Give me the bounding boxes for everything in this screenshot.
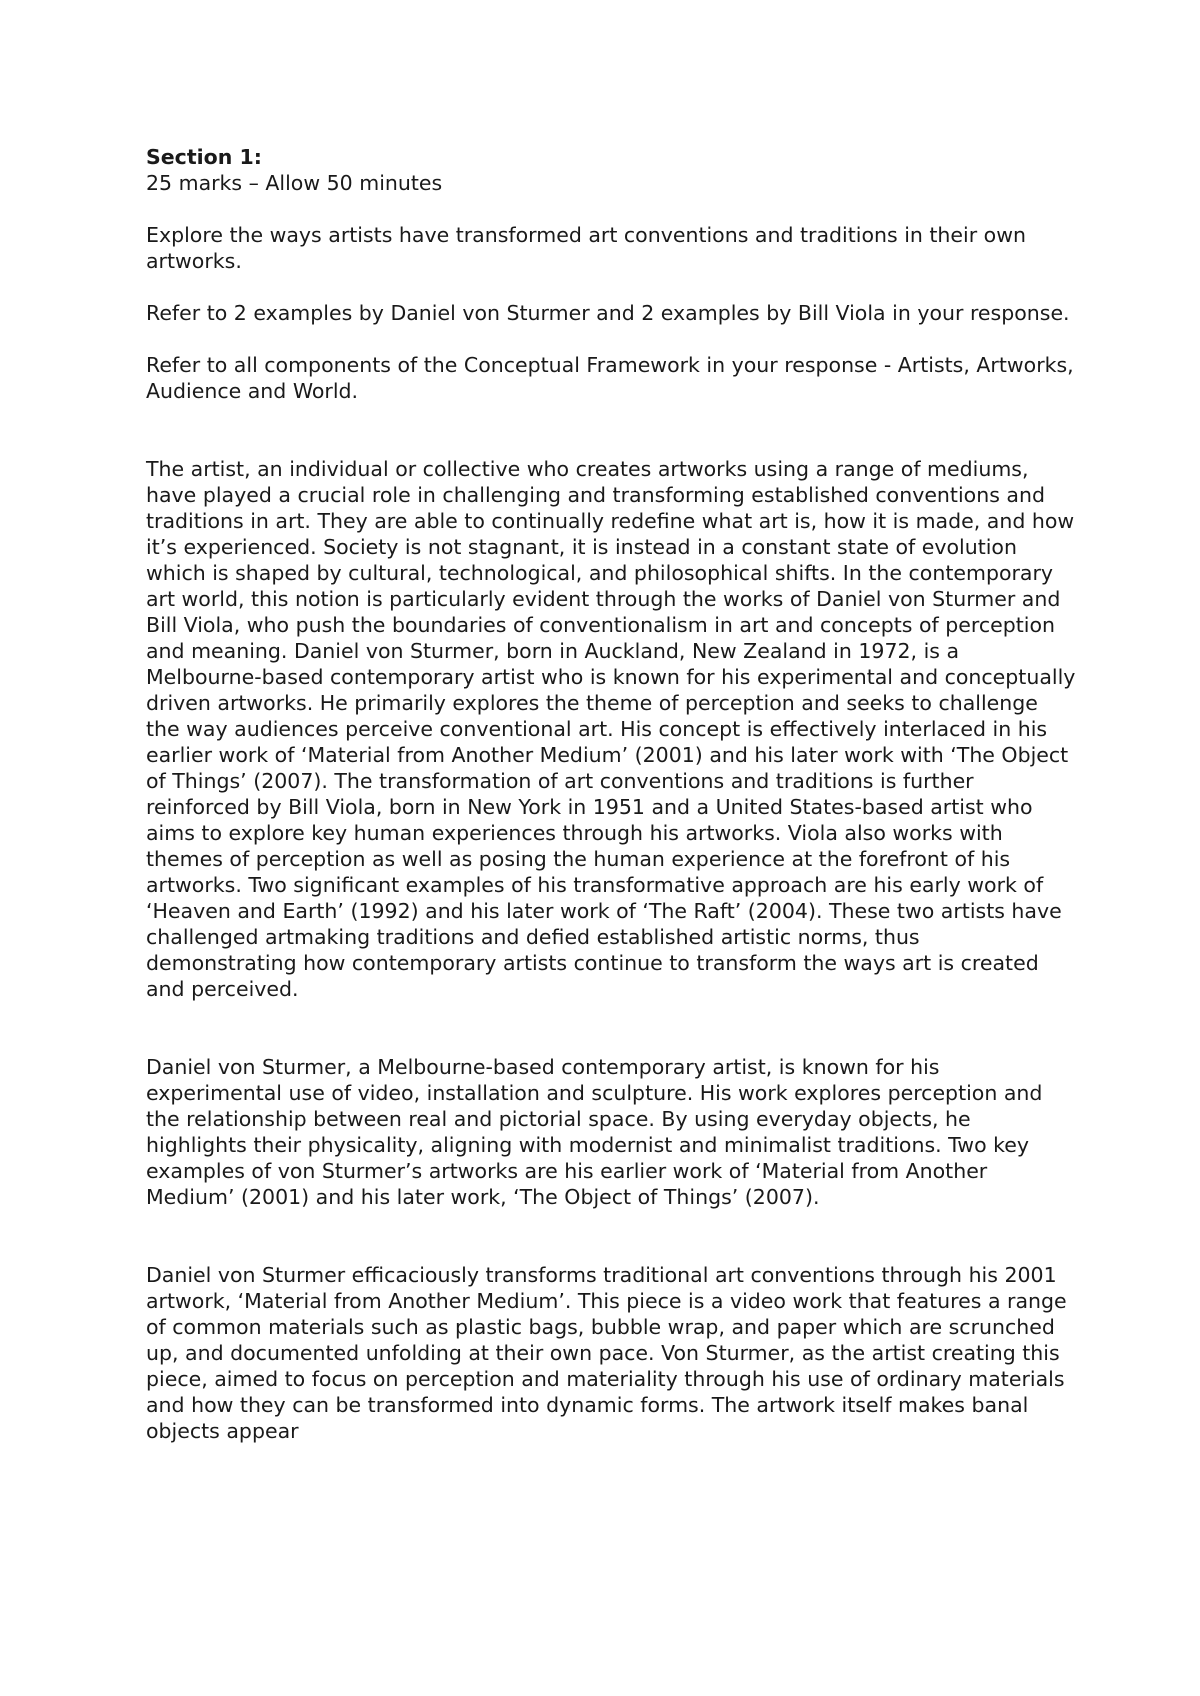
prompt-examples: Refer to 2 examples by Daniel von Sturmer and 2 examples by Bill Viola in your response. [146, 301, 1070, 325]
marks-line: 25 marks – Allow 50 minutes [146, 171, 443, 195]
document-body [146, 144, 1076, 1444]
prompt-framework: Refer to all components of the Conceptual Framework in your response - Artists, Artworks, Audience and World. [146, 353, 1074, 403]
section-title: Section 1: [146, 145, 262, 169]
body-paragraph-introduction: The artist, an individual or collective who creates artworks using a range of mediums, have played a crucial role in challenging and transforming established conventions and traditions in art. They are able to continually redefine what art is, how it is made, and how it’s experienced. Society is not stagnant, it is instead in a constant state of evolution which is shaped by cultural, technological, and philosophical shifts. In the contemporary art world, this notion is particularly evident through the works of Daniel von Sturmer and Bill Viola, who push the boundaries of conventionalism in art and concepts of perception and meaning. Daniel von Sturmer, born in Auckland, New Zealand in 1972, is a Melbourne-based contemporary artist who is known for his experimental and conceptually driven artworks. He primarily explores the theme of perception and seeks to challenge the way audiences perceive conventional art. His concept is effectively interlaced in his earlier work of ‘Material from Another Medium’ (2001) and his later work with ‘The Object of Things’ (2007). The transformation of art conventions and traditions is further reinforced by Bill Viola, born in New York in 1951 and a United States-based artist who aims to explore key human experiences through his artworks. Viola also works with themes of perception as well as posing the human experience at the forefront of his artworks. Two significant examples of his transformative approach are his early work of ‘Heaven and Earth’ (1992) and his later work of ‘The Raft’ (2004). These two artists have challenged artmaking traditions and defied established artistic norms, thus demonstrating how contemporary artists continue to transform the ways art is created and perceived. [146, 457, 1076, 1001]
body-paragraph-material-from-another-medium: Daniel von Sturmer efficaciously transforms traditional art conventions through his 2001 artwork, ‘Material from Another Medium’. This piece is a video work that features a range of common materials such as plastic bags, bubble wrap, and paper which are scrunched up, and documented unfolding at their own pace. Von Sturmer, as the artist creating this piece, aimed to focus on perception and materiality through his use of ordinary materials and how they can be transformed into dynamic forms. The artwork itself makes banal objects appear [146, 1263, 1067, 1443]
body-paragraph-von-sturmer-overview: Daniel von Sturmer, a Melbourne-based contemporary artist, is known for his experimental use of video, installation and sculpture. His work explores perception and the relationship between real and pictorial space. By using everyday objects, he highlights their physicality, aligning with modernist and minimalist traditions. Two key examples of von Sturmer’s artworks are his earlier work of ‘Material from Another Medium’ (2001) and his later work, ‘The Object of Things’ (2007). [146, 1055, 1043, 1209]
prompt-explore: Explore the ways artists have transformed art conventions and traditions in their own artworks. [146, 223, 1026, 273]
